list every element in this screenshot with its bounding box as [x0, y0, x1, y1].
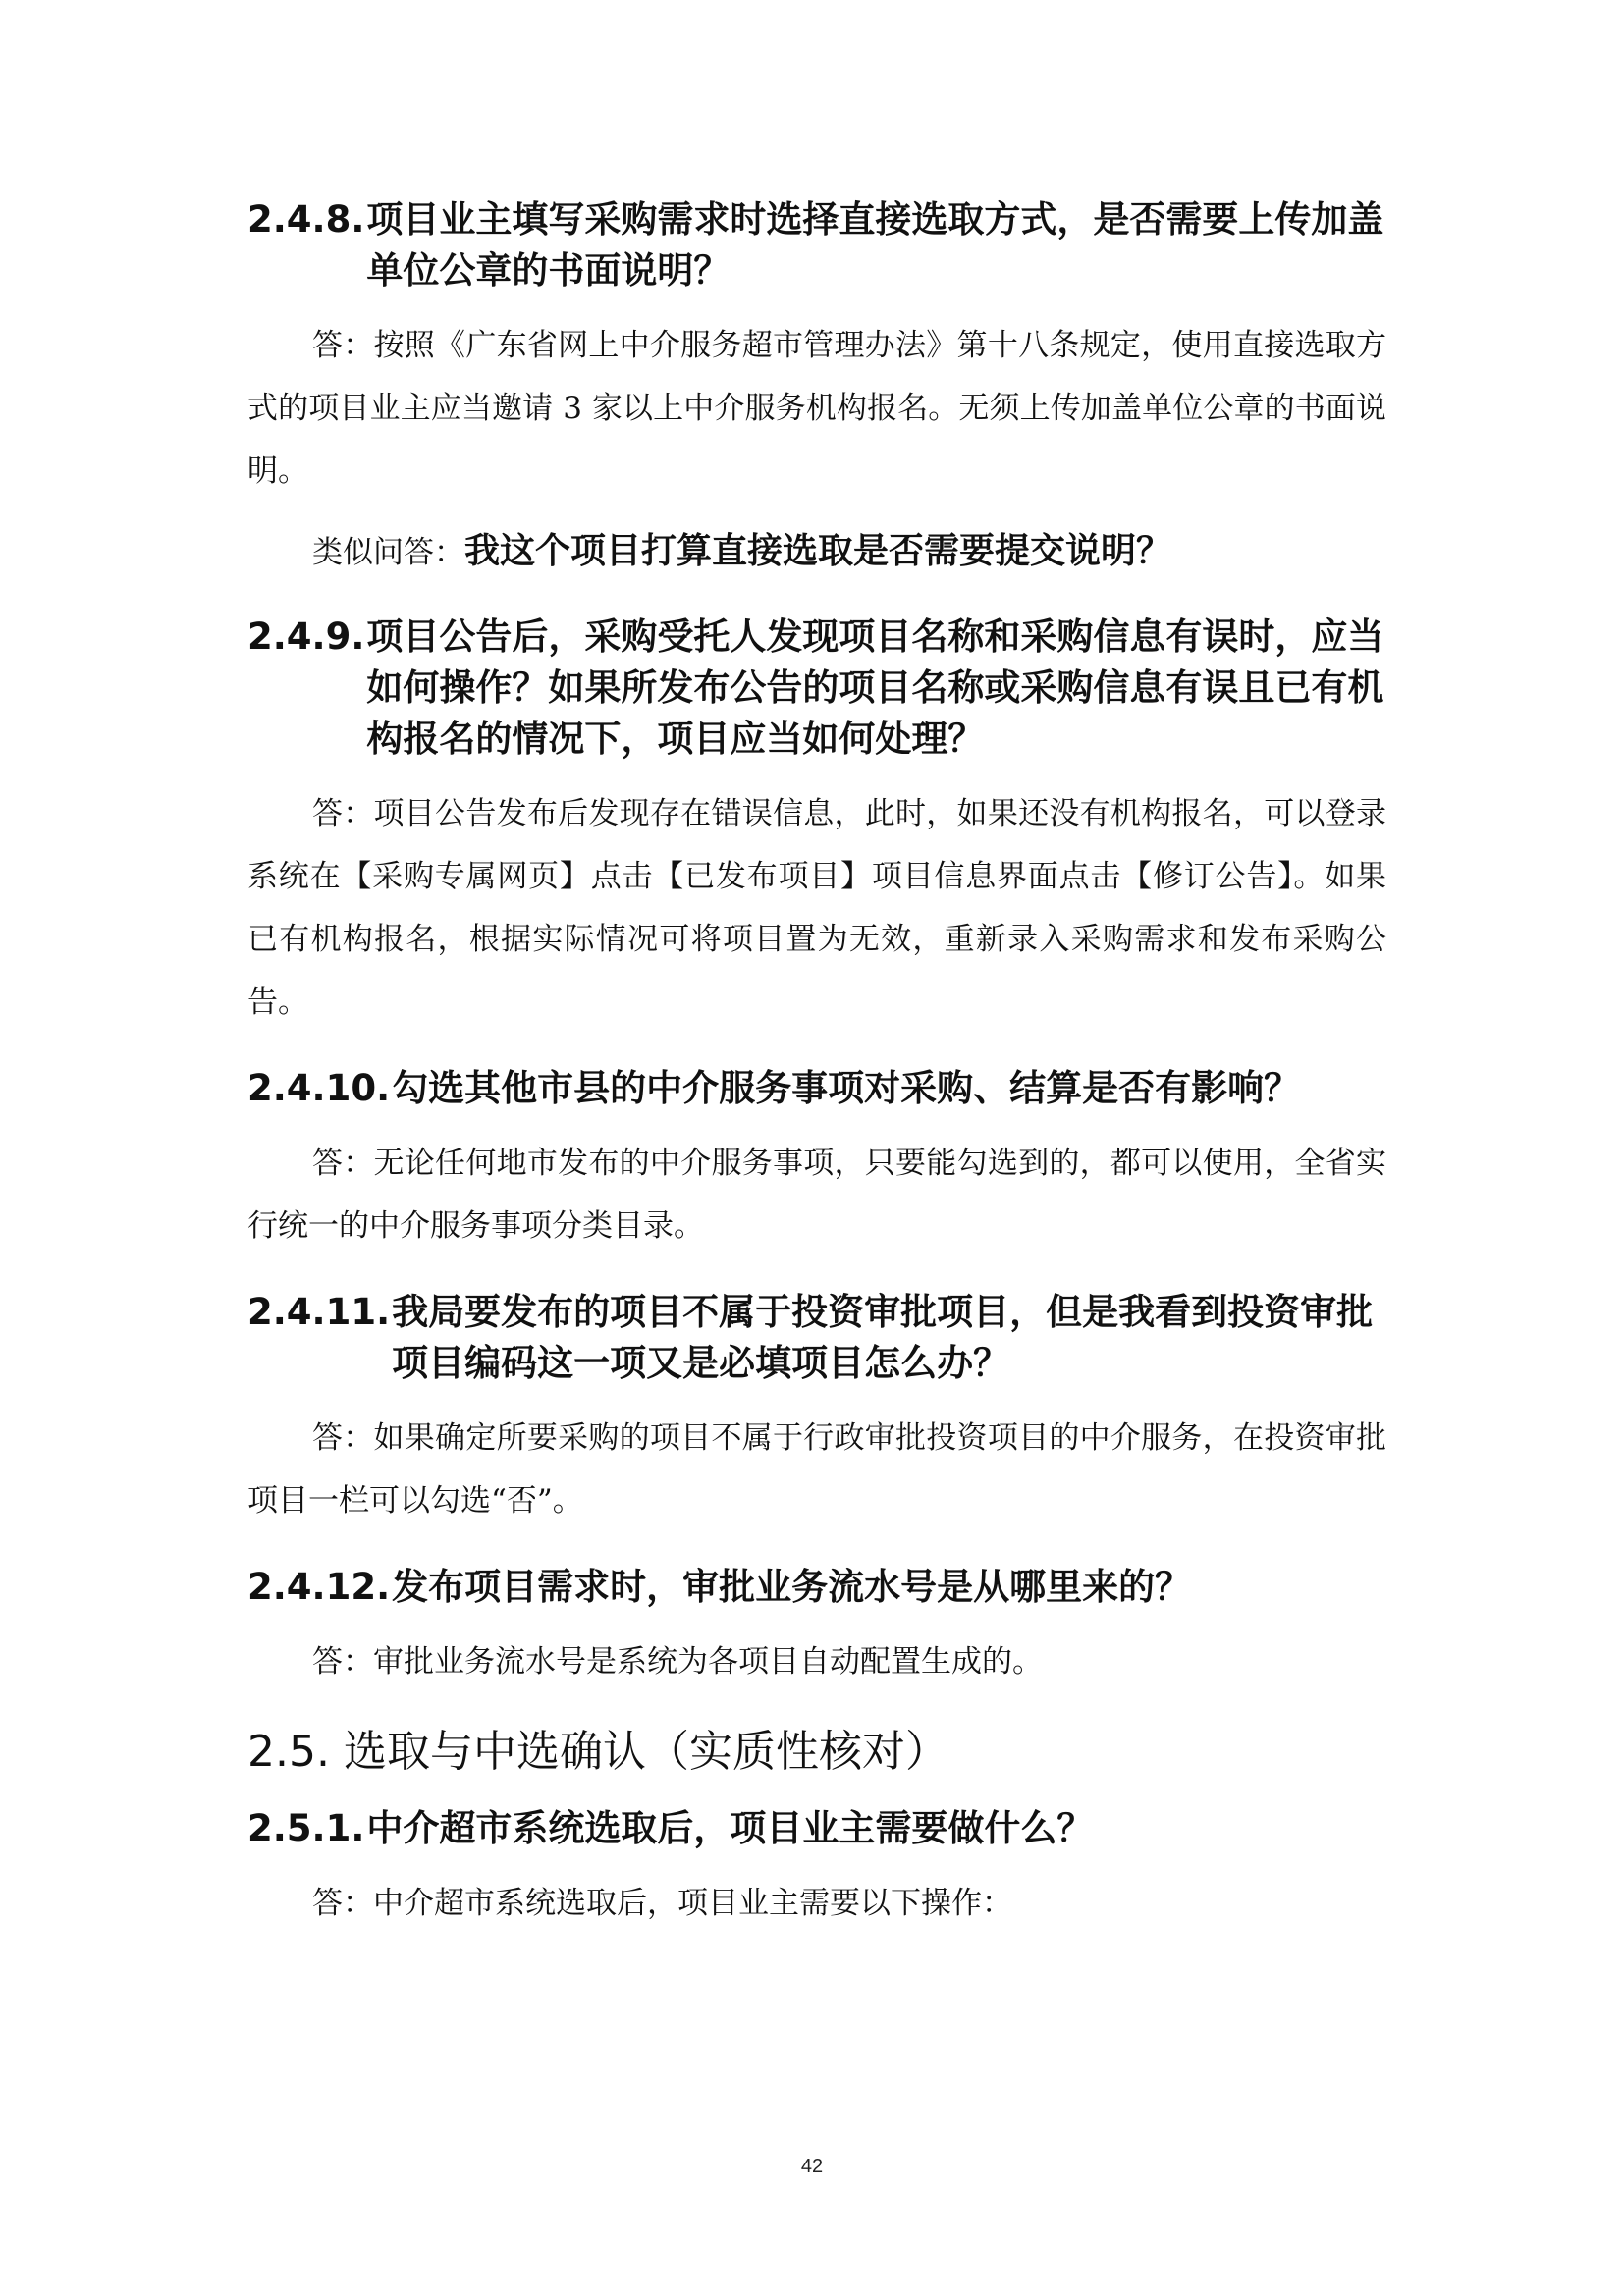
question-title: 项目业主填写采购需求时选择直接选取方式，是否需要上传加盖单位公章的书面说明？	[366, 198, 1384, 292]
question-number: 2.5.1.	[247, 1807, 365, 1849]
page-content	[247, 194, 1386, 1935]
answer-2-5-1: 答：中介超市系统选取后，项目业主需要以下操作：	[312, 1886, 1012, 1921]
question-2-4-8-heading	[247, 194, 1386, 296]
question-title: 中介超市系统选取后，项目业主需要做什么？	[366, 1807, 1094, 1849]
question-2-4-11-heading	[247, 1287, 1386, 1389]
answer-2-4-12: 答：审批业务流水号是系统为各项目自动配置生成的。	[312, 1644, 1043, 1680]
question-title: 我局要发布的项目不属于投资审批项目，但是我看到投资审批项目编码这一项又是必填项目怎么办？	[392, 1291, 1374, 1384]
question-number: 2.4.10.	[247, 1067, 391, 1109]
question-number: 2.4.12.	[247, 1566, 391, 1608]
answer-2-4-8: 答：按照《广东省网上中介服务超市管理办法》第十八条规定，使用直接选取方式的项目业主应当邀请 3 家以上中介服务机构报名。无须上传加盖单位公章的书面说明。	[247, 328, 1386, 489]
question-2-4-10-heading	[247, 1063, 1386, 1114]
similar-question: 我这个项目打算直接选取是否需要提交说明？	[464, 531, 1172, 571]
similar-qa-2-4-8	[247, 520, 1386, 584]
question-2-5-1-heading	[247, 1803, 1386, 1854]
answer-2-4-9: 答：项目公告发布后发现存在错误信息，此时，如果还没有机构报名，可以登录系统在【采购专属网页】点击【已发布项目】项目信息界面点击【修订公告】。如果已有机构报名，根据实际情况可将项目置为无效，重新录入采购需求和发布采购公告。	[247, 796, 1386, 1020]
section-2-5-heading: 2.5. 选取与中选确认（实质性核对）	[247, 1727, 948, 1777]
question-number: 2.4.11.	[247, 1291, 391, 1333]
question-title: 勾选其他市县的中介服务事项对采购、结算是否有影响？	[392, 1067, 1301, 1109]
question-2-4-9-heading	[247, 612, 1386, 765]
answer-2-4-10: 答：无论任何地市发布的中介服务事项，只要能勾选到的，都可以使用，全省实行统一的中介服务事项分类目录。	[247, 1146, 1386, 1244]
question-number: 2.4.8.	[247, 198, 365, 240]
question-number: 2.4.9.	[247, 615, 365, 658]
similar-label: 类似问答：	[312, 535, 464, 570]
question-2-4-12-heading	[247, 1562, 1386, 1613]
question-title: 发布项目需求时，审批业务流水号是从哪里来的？	[392, 1566, 1192, 1608]
answer-2-4-11: 答：如果确定所要采购的项目不属于行政审批投资项目的中介服务，在投资审批项目一栏可以勾选“否”。	[247, 1420, 1386, 1519]
page-number: 42	[800, 2156, 824, 2177]
question-title: 项目公告后，采购受托人发现项目名称和采购信息有误时，应当如何操作？如果所发布公告的项目名称或采购信息有误且已有机构报名的情况下，项目应当如何处理？	[366, 615, 1384, 760]
